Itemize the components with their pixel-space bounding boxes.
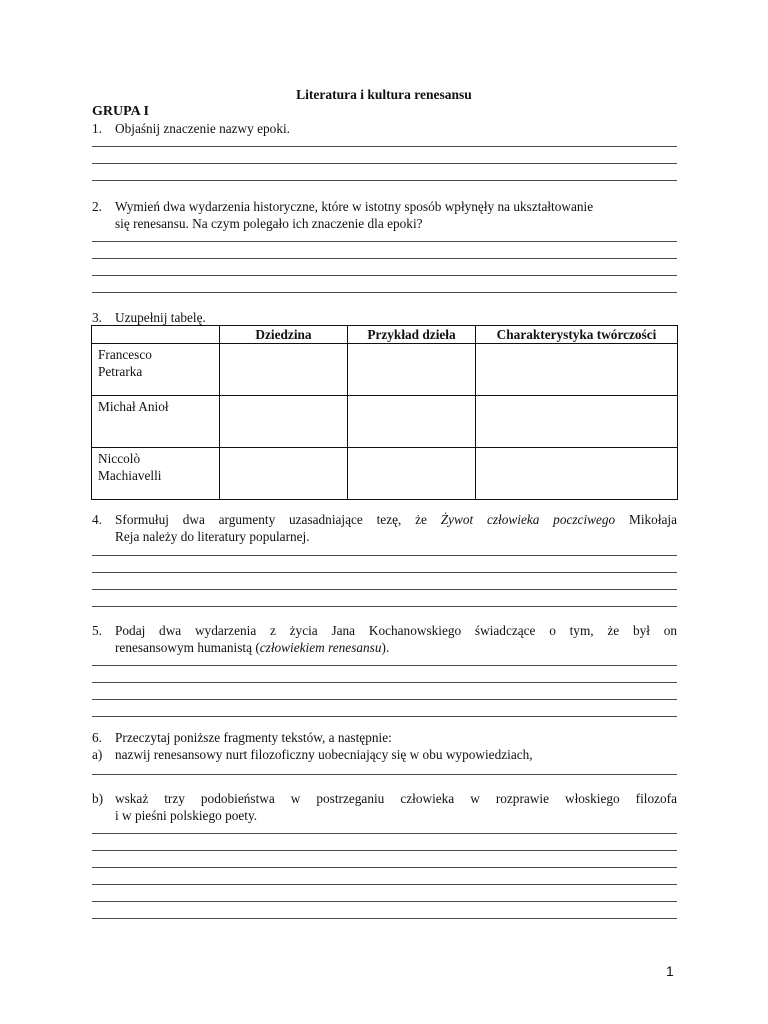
sub-question-text: wskaż trzy podobieństwa w postrzeganiu człowieka w rozprawie włoskiego filozofa: [115, 791, 677, 806]
document-title: Literatura i kultura renesansu: [296, 87, 472, 102]
question-4: [92, 511, 677, 545]
page-number: 1: [666, 963, 674, 979]
question-text: Mikołaja: [629, 512, 678, 527]
table-cell-name: [92, 448, 220, 500]
answer-line[interactable]: [92, 146, 677, 147]
italic-phrase: człowiekiem renesansu: [259, 640, 382, 655]
question-text: Podaj dwa wydarzenia z życia Jana Kochanowskiego świadczące o tym, że był on: [115, 623, 677, 638]
answer-line[interactable]: [92, 774, 677, 775]
answer-line[interactable]: [92, 572, 677, 573]
question-text-continued: się renesansu. Na czym polegało ich znaczenie dla epoki?: [115, 216, 423, 231]
question-number: 3.: [92, 310, 102, 325]
sub-label: a): [92, 747, 103, 762]
sub-question-text: nazwij renesansowy nurt filozoficzny uobecniający się w obu wypowiedziach,: [115, 747, 533, 762]
question-number: 4.: [92, 512, 102, 527]
table-cell-name: [92, 344, 220, 396]
answer-line[interactable]: [92, 241, 677, 242]
table-cell-blank[interactable]: [476, 448, 678, 500]
question-2: [92, 198, 677, 232]
question-text: Wymień dwa wydarzenia historyczne, które w istotny sposób wpłynęły na ukształtowanie: [115, 199, 594, 214]
table-header-przyklad-dziela: Przykład dzieła: [348, 326, 476, 344]
answer-line[interactable]: [92, 833, 677, 834]
question-text-continued: Reja należy do literatury popularnej.: [115, 529, 310, 544]
answer-line[interactable]: [92, 665, 677, 666]
name-line: Machiavelli: [98, 468, 162, 483]
sub-question-text-continued: i w pieśni polskiego poety.: [115, 808, 258, 823]
table-row: [92, 396, 678, 448]
question-6: [92, 729, 677, 746]
answer-line[interactable]: [92, 918, 677, 919]
answer-line[interactable]: [92, 901, 677, 902]
table-row: [92, 448, 678, 500]
table-cell-blank[interactable]: [476, 396, 678, 448]
table-cell-blank[interactable]: [220, 448, 348, 500]
question-text: Objaśnij znaczenie nazwy epoki.: [115, 121, 291, 136]
table-cell-blank[interactable]: [220, 396, 348, 448]
question-number: 6.: [92, 730, 102, 745]
question-text: Przeczytaj poniższe fragmenty tekstów, a następnie:: [115, 730, 392, 745]
text-part: renesansowym humanistą (: [115, 640, 260, 655]
answer-line[interactable]: [92, 163, 677, 164]
answer-line[interactable]: [92, 699, 677, 700]
answer-line[interactable]: [92, 682, 677, 683]
question-text: Sformułuj dwa argumenty uzasadniające tezę, że: [115, 512, 427, 527]
table-cell-blank[interactable]: [348, 396, 476, 448]
question-1: [92, 120, 677, 137]
table-header-empty: [92, 326, 220, 344]
question-6a: [92, 746, 677, 763]
answer-line[interactable]: [92, 275, 677, 276]
question-6b: [92, 790, 677, 824]
answer-line[interactable]: [92, 867, 677, 868]
table-header-charakterystyka: Charakterystyka twórczości: [476, 326, 678, 344]
answer-line[interactable]: [92, 258, 677, 259]
table-row: [92, 344, 678, 396]
answer-line[interactable]: [92, 292, 677, 293]
name-line: Niccolò: [98, 451, 141, 466]
table-cell-blank[interactable]: [348, 344, 476, 396]
table-cell-blank[interactable]: [220, 344, 348, 396]
table-cell-name: [92, 396, 220, 448]
name-line: Francesco: [98, 347, 152, 362]
question-5: [92, 622, 677, 656]
answer-line[interactable]: [92, 716, 677, 717]
question-number: 1.: [92, 121, 102, 136]
work-title: Żywot człowieka poczciwego: [440, 512, 616, 527]
answer-table: [91, 325, 678, 500]
table-cell-blank[interactable]: [476, 344, 678, 396]
question-3: [92, 309, 677, 326]
answer-line[interactable]: [92, 606, 677, 607]
group-heading: GRUPA I: [92, 104, 149, 119]
text-part: ).: [381, 640, 390, 655]
answer-line[interactable]: [92, 850, 677, 851]
answer-line[interactable]: [92, 555, 677, 556]
answer-line[interactable]: [92, 180, 677, 181]
table-header-row: [92, 326, 678, 344]
name-line: Petrarka: [98, 364, 143, 379]
question-text-continued: [92, 639, 677, 656]
question-number: 2.: [92, 199, 102, 214]
table-header-dziedzina: Dziedzina: [220, 326, 348, 344]
name-line: Michał Anioł: [98, 399, 169, 414]
question-text: Uzupełnij tabelę.: [115, 310, 206, 325]
sub-label: b): [92, 791, 104, 806]
question-number: 5.: [92, 623, 102, 638]
answer-line[interactable]: [92, 589, 677, 590]
table-cell-blank[interactable]: [348, 448, 476, 500]
answer-line[interactable]: [92, 884, 677, 885]
